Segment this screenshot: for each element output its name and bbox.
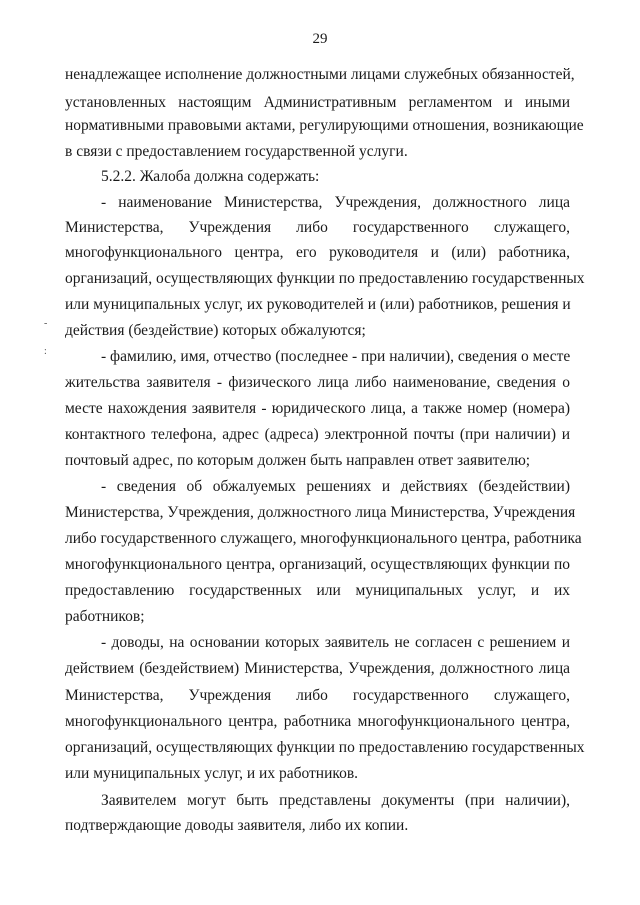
text-line: организаций, осуществляющих функции по предоставлению государственных [65, 270, 585, 287]
text-line: 5.2.2. Жалоба должна содержать: [101, 168, 320, 185]
page-number: 29 [312, 31, 328, 47]
text-line: ненадлежащее исполнение должностными лицами служебных обязанностей, [65, 66, 575, 83]
text-line: нормативными правовыми актами, регулирующими отношения, возникающие [65, 117, 584, 134]
text-line: - фамилию, имя, отчество (последнее - при наличии), сведения о месте [101, 348, 571, 365]
text-line: предоставлению государственных или муниципальных услуг, и их [65, 582, 570, 599]
margin-mark: - [44, 318, 48, 329]
text-line: организаций, осуществляющих функции по предоставлению государственных [65, 739, 585, 756]
text-line: в связи с предоставлением государственной услуги. [65, 143, 408, 160]
text-line: действием (бездействием) Министерства, Учреждения, должностного лица [65, 660, 570, 677]
text-line: Министерства, Учреждения либо государственного служащего, [65, 219, 570, 236]
text-line: - доводы, на основании которых заявитель не согласен с решением и [101, 634, 570, 651]
margin-mark: : [44, 346, 47, 357]
text-line: действия (бездействие) которых обжалуются; [65, 322, 366, 339]
text-line: работников; [65, 608, 145, 625]
text-line: многофункционального центра, работника многофункционального центра, [65, 713, 570, 730]
text-line: многофункционального центра, организаций, осуществляющих функции по [65, 556, 570, 573]
text-line: жительства заявителя - физического лица либо наименование, сведения о [65, 374, 570, 391]
text-line: Министерства, Учреждения либо государственного служащего, [65, 687, 570, 704]
text-line: либо государственного служащего, многофункционального центра, работника [65, 530, 582, 547]
text-line: - сведения об обжалуемых решениях и действиях (бездействии) [101, 478, 570, 495]
text-line: или муниципальных услуг, и их работников. [65, 765, 359, 782]
text-line: подтверждающие доводы заявителя, либо их копии. [65, 817, 409, 834]
text-line: почтовый адрес, по которым должен быть направлен ответ заявителю; [65, 452, 531, 469]
text-line: месте нахождения заявителя - юридического лица, а также номер (номера) [65, 400, 570, 417]
text-line: многофункционального центра, его руководителя и (или) работника, [65, 244, 570, 261]
text-line: установленных настоящим Административным регламентом и иными [65, 94, 570, 111]
text-line: - наименование Министерства, Учреждения, должностного лица [101, 194, 570, 211]
text-line: контактного телефона, адрес (адреса) электронной почты (при наличии) и [65, 426, 570, 443]
text-line: Заявителем могут быть представлены документы (при наличии), [101, 792, 570, 809]
text-line: Министерства, Учреждения, должностного лица Министерства, Учреждения [65, 504, 576, 521]
text-line: или муниципальных услуг, их руководителей и (или) работников, решения и [65, 296, 571, 313]
